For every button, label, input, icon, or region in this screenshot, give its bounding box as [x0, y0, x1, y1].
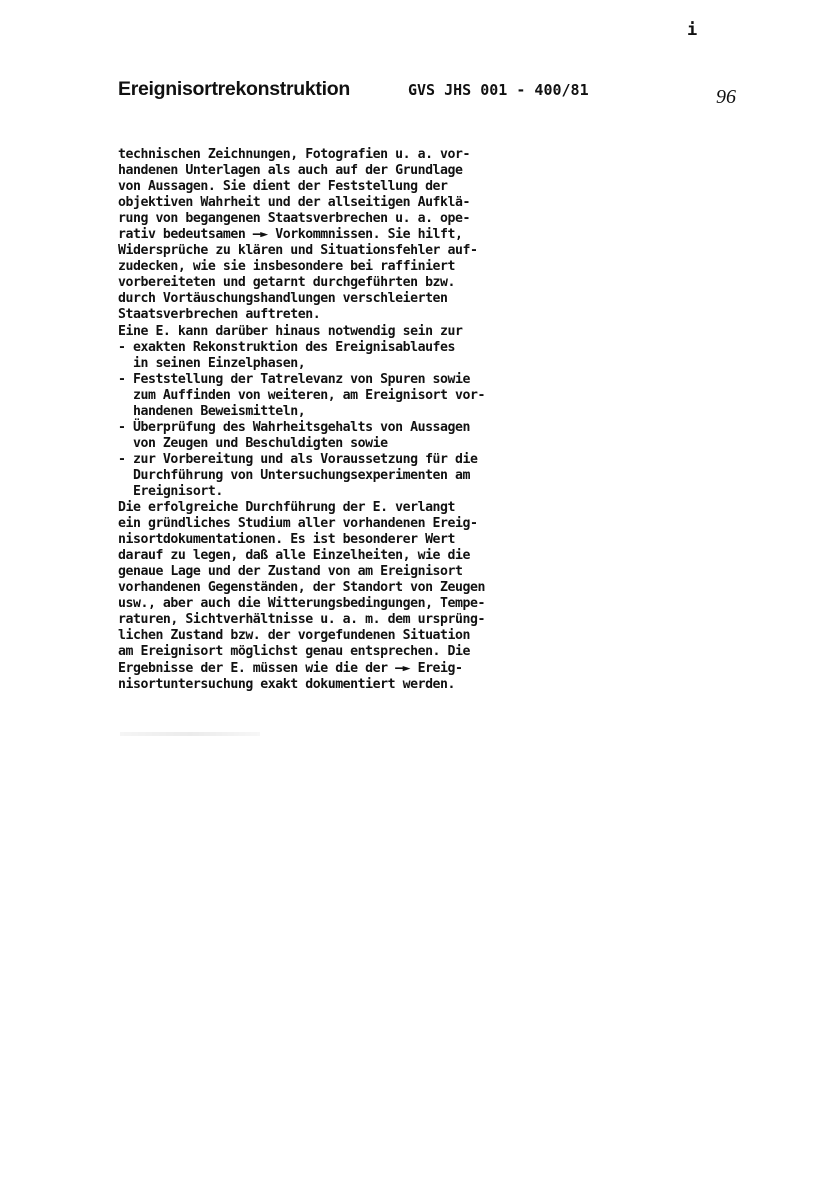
- text-line: durch Vortäuschungshandlungen verschleierten: [118, 291, 448, 307]
- corner-mark: i: [687, 20, 698, 40]
- text-line: raturen, Sichtverhältnisse u. a. m. dem ursprüng-: [118, 612, 485, 628]
- text-line: Die erfolgreiche Durchführung der E. verlangt: [118, 500, 456, 516]
- list-item-line: zum Auffinden von weiteren, am Ereignisort vor-: [118, 387, 485, 403]
- page-title: Ereignisortrekonstruktion: [118, 78, 350, 100]
- list-item-line: - zur Vorbereitung und als Voraussetzung für die: [118, 451, 478, 467]
- text-line: objektiven Wahrheit und der allseitigen Aufklä-: [118, 195, 471, 211]
- page-number: 96: [716, 86, 736, 108]
- list-item-line: Ereignisort.: [118, 483, 223, 499]
- text-line: usw., aber auch die Witterungsbedingungen, Tempe-: [118, 596, 485, 612]
- text-line: technischen Zeichnungen, Fotografien u. a. vor-: [118, 147, 471, 162]
- text-line: nisortuntersuchung exakt dokumentiert werden.: [118, 676, 456, 692]
- text-line: vorhandenen Gegenständen, der Standort von Zeugen: [118, 580, 485, 596]
- text-line: nisortdokumentationen. Es ist besonderer Wert: [118, 532, 456, 548]
- list-item-line: von Zeugen und Beschuldigten sowie: [118, 435, 388, 451]
- text-line: rung von begangenen Staatsverbrechen u. a. ope-: [118, 211, 471, 227]
- text-line: handenen Unterlagen als auch auf der Grundlage: [118, 163, 463, 179]
- list-item-line: - Feststellung der Tatrelevanz von Spuren sowie: [118, 371, 471, 387]
- text-line: rativ bedeutsamen —► Vorkommnissen. Sie hilft,: [118, 227, 463, 243]
- text-line: Widersprüche zu klären und Situationsfehler auf-: [118, 243, 478, 259]
- page-header: [118, 78, 748, 112]
- text-line: am Ereignisort möglichst genau entsprechen. Die: [118, 644, 471, 660]
- text-line: Ergebnisse der E. müssen wie die der —► Ereig-: [118, 660, 463, 676]
- body-text: [118, 147, 638, 693]
- text-line: ein gründliches Studium aller vorhandenen Ereig-: [118, 516, 478, 532]
- list-item-line: handenen Beweismitteln,: [118, 403, 306, 419]
- scan-smudge: [120, 732, 260, 736]
- text-line: lichen Zustand bzw. der vorgefundenen Situation: [118, 628, 471, 644]
- text-line: vorbereiteten und getarnt durchgeführten bzw.: [118, 275, 456, 291]
- text-line: Eine E. kann darüber hinaus notwendig sein zur: [118, 323, 463, 339]
- text-line: darauf zu legen, daß alle Einzelheiten, wie die: [118, 548, 471, 564]
- list-item-line: - Überprüfung des Wahrheitsgehalts von Aussagen: [118, 419, 471, 435]
- list-item-line: - exakten Rekonstruktion des Ereignisablaufes: [118, 339, 456, 355]
- list-item-line: Durchführung von Untersuchungsexperimenten am: [118, 467, 471, 483]
- document-reference: GVS JHS 001 - 400/81: [408, 81, 589, 99]
- list-item-line: in seinen Einzelphasen,: [118, 355, 306, 371]
- text-line: Staatsverbrechen auftreten.: [118, 307, 321, 323]
- text-line: zudecken, wie sie insbesondere bei raffiniert: [118, 259, 456, 275]
- text-line: von Aussagen. Sie dient der Feststellung der: [118, 179, 448, 195]
- text-line: genaue Lage und der Zustand von am Ereignisort: [118, 564, 463, 580]
